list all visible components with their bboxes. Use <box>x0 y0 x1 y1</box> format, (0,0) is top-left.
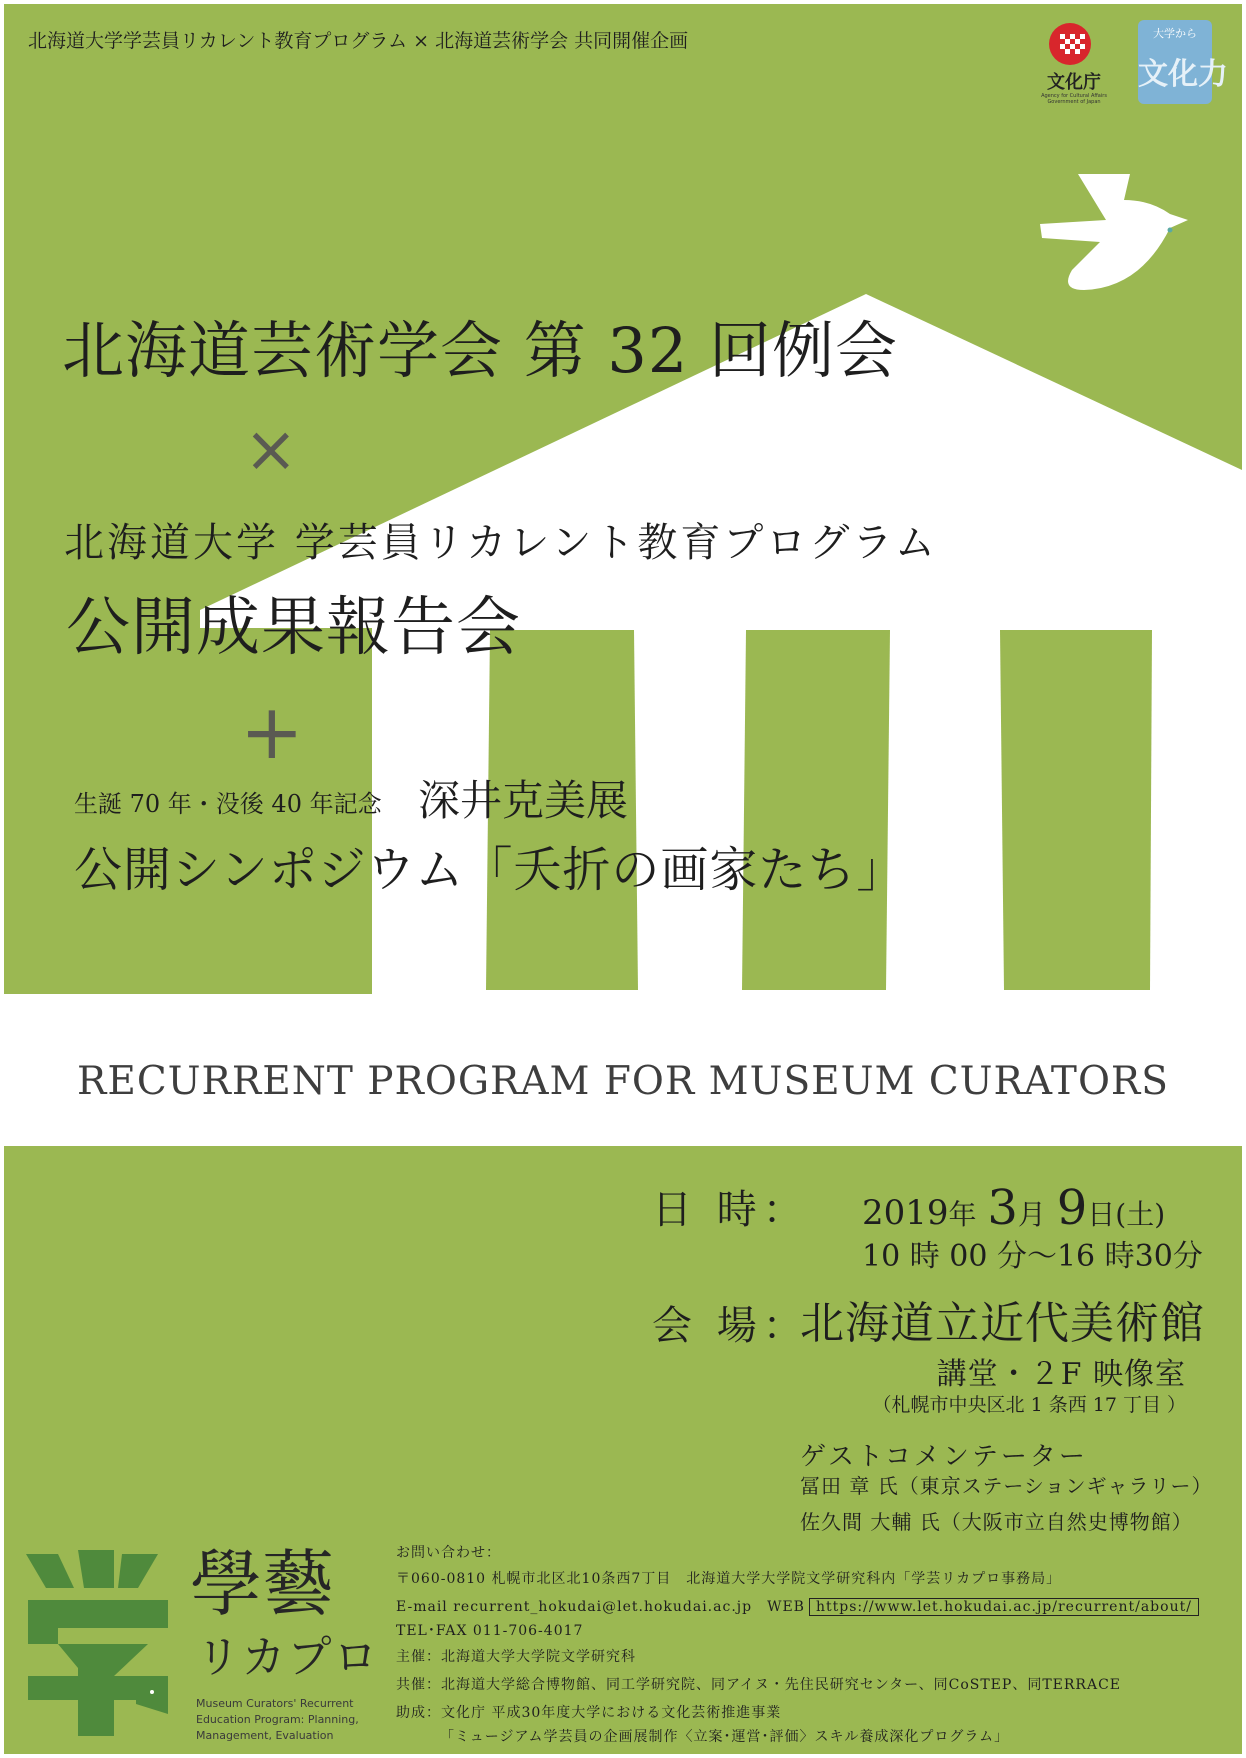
exhibition-prefix: 生誕 70 年・没後 40 年記念 <box>74 790 382 818</box>
contact-email-line <box>396 1598 1199 1616</box>
date-label: 日 時： <box>652 1187 809 1233</box>
museum-right-edge <box>1152 628 1242 994</box>
contact-address: 〒060-0810 札幌市北区北10条西7丁目 北海道大学大学院文学研究科内「学芸リカプロ事務局」 <box>396 1571 1062 1587</box>
bunka-cho-english-1: Agency for Cultural Affairs <box>1041 93 1107 99</box>
report-title: 公開成果報告会 <box>66 591 521 665</box>
contact-email: E-mail recurrent_hokudai@let.hokudai.ac.jp WEB <box>396 1599 805 1615</box>
date-day: 9 <box>1056 1180 1088 1236</box>
guest-commentator-heading: ゲストコメンテーター <box>800 1442 1088 1472</box>
brand-english-line-2: Education Program: Planning, <box>196 1713 359 1726</box>
museum-column-gap-2 <box>742 630 890 990</box>
plus-mark: + <box>240 687 304 776</box>
venue-room: 講堂・２F 映像室 <box>936 1357 1186 1392</box>
date-weekday: (土) <box>1115 1198 1166 1231</box>
venue-name: 北海道立近代美術館 <box>800 1298 1205 1349</box>
date-year-unit: 年 <box>948 1198 977 1231</box>
event-date <box>862 1180 1166 1236</box>
brand-english-line-1: Museum Curators' Recurrent <box>196 1697 354 1710</box>
contact-heading: お問い合わせ： <box>396 1545 501 1561</box>
date-year: 2019 <box>862 1193 949 1233</box>
gakugei-recurpro-logo-icon <box>18 1544 178 1740</box>
cohost: 共催：北海道大学総合博物館、同工学研究院、同アイヌ・先住民研究センター、同CoSTEP、同TERRACE <box>396 1677 1122 1693</box>
organizer: 主催：北海道大学大学院文学研究科 <box>396 1649 636 1665</box>
brand-title: 學藝 <box>190 1542 335 1626</box>
exhibition-name: 深井克美展 <box>418 776 629 825</box>
bird-icon <box>1040 174 1188 290</box>
date-month-unit: 月 <box>1017 1198 1046 1231</box>
header-collaboration-text: 北海道大学学芸員リカレント教育プログラム × 北海道芸術学会 共同開催企画 <box>28 30 689 52</box>
bunryoku-logo-top-text: 大学から <box>1153 27 1197 40</box>
support-program: 「ミュージアム学芸員の企画展制作〈立案･運営･評価〉スキル養成深化プログラム」 <box>440 1729 1010 1745</box>
cross-mark: × <box>244 413 298 487</box>
bunka-cho-logo-icon <box>1036 20 1112 74</box>
contact-web-link[interactable]: https://www.let.hokudai.ac.jp/recurrent/about/ <box>809 1598 1199 1616</box>
date-month: 3 <box>987 1180 1018 1236</box>
guest-item: 佐久間 大輔 氏（大阪市立自然史博物館） <box>800 1510 1193 1534</box>
english-program-title: RECURRENT PROGRAM FOR MUSEUM CURATORS <box>76 1059 1170 1104</box>
venue-label: 会 場： <box>652 1303 809 1349</box>
date-day-unit: 日 <box>1087 1198 1116 1231</box>
venue-address: （札幌市中央区北 1 条西 17 丁目 ） <box>872 1394 1186 1416</box>
support: 助成：文化庁 平成30年度大学における文化芸術推進事業 <box>396 1705 782 1721</box>
brand-kana: リカプロ <box>196 1632 380 1683</box>
main-title: 北海道芸術学会 第 32 回例会 <box>62 314 899 387</box>
guest-item: 冨田 章 氏（東京ステーションギャラリー） <box>800 1474 1213 1498</box>
bunka-cho-english-2: Government of Japan <box>1047 99 1101 105</box>
bunryoku-logo-main-text: 文化力 <box>1138 57 1228 92</box>
program-subtitle: 北海道大学 学芸員リカレント教育プログラム <box>64 520 938 566</box>
event-time: 10 時 00 分～16 時30分 <box>862 1239 1203 1274</box>
symposium-title: 公開シンポジウム「夭折の画家たち」 <box>74 842 906 898</box>
contact-tel: TEL･FAX 011-706-4017 <box>396 1623 584 1639</box>
bunka-cho-name: 文化庁 <box>1047 72 1101 93</box>
svg-text:.: . <box>1080 170 1081 171</box>
brand-english-line-3: Management, Evaluation <box>196 1729 334 1742</box>
museum-column-gap-3 <box>1000 630 1152 990</box>
